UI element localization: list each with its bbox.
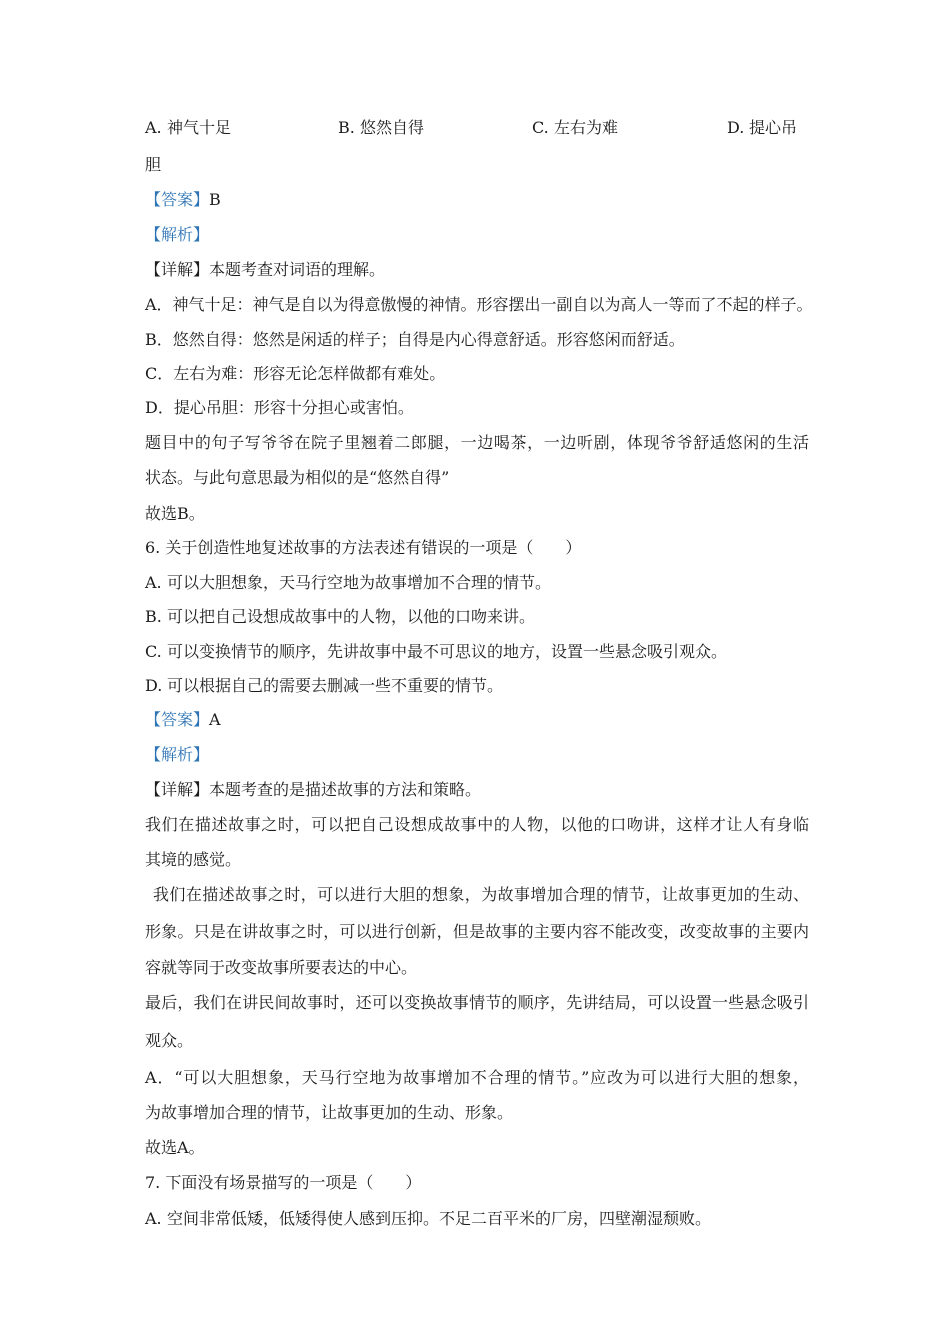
option-letter: C. <box>145 642 162 661</box>
option-text: 可以大胆想象，天马行空地为故事增加不合理的情节。 <box>167 573 552 592</box>
answer-label: 【答案】 <box>145 710 210 729</box>
q6-paragraph-line: 形象。只是在讲故事之时，可以进行创新，但是故事的主要内容不能改变，改变故事的主要内 <box>145 922 809 941</box>
option-letter: C. <box>532 118 549 137</box>
q6-paragraph-line: 为故事增加合理的情节，让故事更加的生动、形象。 <box>145 1103 514 1122</box>
option-text: 提心吊 <box>749 118 798 137</box>
q6-analysis <box>145 744 209 766</box>
option-text: 可以把自己设想成故事中的人物，以他的口吻来讲。 <box>167 607 536 626</box>
detail-text: 本题考查的是描述故事的方法和策略。 <box>209 780 482 799</box>
option-text: 悠然自得 <box>360 118 425 137</box>
q6-paragraph-line: 我们在描述故事之时，可以进行大胆的想象，为故事增加合理的情节，让故事更加的生动、 <box>153 885 809 904</box>
q6-paragraph-line: 观众。 <box>145 1031 194 1050</box>
option-letter: A. <box>145 573 162 592</box>
q5-detail <box>145 259 385 281</box>
detail-label: 【详解】 <box>145 780 210 799</box>
answer-value: A <box>209 710 221 729</box>
q5-option-d-wrap: 胆 <box>145 155 162 174</box>
q6-paragraph-line: 容就等同于改变故事所要表达的中心。 <box>145 958 418 977</box>
option-text: 可以变换情节的顺序，先讲故事中最不可思议的地方，设置一些悬念吸引观众。 <box>167 642 728 661</box>
q5-option-b <box>338 117 424 139</box>
q6-stem: 6. 关于创造性地复述故事的方法表述有错误的一项是（ ） <box>145 538 582 557</box>
q6-option-b <box>145 606 535 628</box>
q5-summary-line-1: 题目中的句子写爷爷在院子里翘着二郎腿，一边喝茶，一边听剧，体现爷爷舒适悠闲的生活 <box>145 433 809 452</box>
q5-option-a <box>145 117 231 139</box>
option-letter: B. <box>145 607 162 626</box>
q5-option-c <box>532 117 618 139</box>
option-letter: A. <box>145 118 162 137</box>
analysis-label: 【解析】 <box>145 225 210 244</box>
q6-conclusion: 故选A。 <box>145 1138 205 1157</box>
q5-explanation-c: C．左右为难：形容无论怎样做都有难处。 <box>145 364 446 383</box>
option-text: 左右为难 <box>554 118 619 137</box>
q6-detail <box>145 779 481 801</box>
q6-paragraph-line: 最后，我们在讲民间故事时，还可以变换故事情节的顺序，先讲结局，可以设置一些悬念吸引 <box>145 993 809 1012</box>
q5-explanation-d: D．提心吊胆：形容十分担心或害怕。 <box>145 398 414 417</box>
q5-explanation-a: A．神气十足：神气是自以为得意傲慢的神情。形容摆出一副自以为高人一等而了不起的样子。 <box>145 295 813 314</box>
q6-option-c <box>145 641 727 663</box>
q5-analysis <box>145 224 209 246</box>
option-letter: A. <box>145 1209 162 1228</box>
option-text: 可以根据自己的需要去删减一些不重要的情节。 <box>167 676 504 695</box>
q5-options-row <box>145 117 825 139</box>
q7-option-a <box>145 1208 711 1230</box>
q6-paragraph-line: A．“可以大胆想象，天马行空地为故事增加不合理的情节。”应改为可以进行大胆的想象， <box>145 1068 809 1087</box>
option-text: 空间非常低矮，低矮得使人感到压抑。不足二百平米的厂房，四壁潮湿颓败。 <box>167 1209 712 1228</box>
q7-stem: 7. 下面没有场景描写的一项是（ ） <box>145 1173 422 1192</box>
q5-answer <box>145 189 221 211</box>
q6-answer <box>145 709 221 731</box>
option-letter: B. <box>338 118 355 137</box>
q6-option-a <box>145 572 551 594</box>
option-letter: D. <box>727 118 745 137</box>
answer-value: B <box>209 190 221 209</box>
answer-label: 【答案】 <box>145 190 210 209</box>
option-letter: D. <box>145 676 163 695</box>
analysis-label: 【解析】 <box>145 745 210 764</box>
q5-conclusion: 故选B。 <box>145 504 205 523</box>
q5-summary-line-2: 状态。与此句意思最为相似的是“悠然自得” <box>145 468 450 487</box>
detail-text: 本题考查对词语的理解。 <box>209 260 386 279</box>
q6-paragraph-line: 我们在描述故事之时，可以把自己设想成故事中的人物，以他的口吻讲，这样才让人有身临 <box>145 815 809 834</box>
detail-label: 【详解】 <box>145 260 210 279</box>
q5-option-d <box>727 117 797 139</box>
q6-option-d <box>145 675 503 697</box>
q5-explanation-b: B．悠然自得：悠然是闲适的样子；自得是内心得意舒适。形容悠闲而舒适。 <box>145 330 685 349</box>
option-text: 神气十足 <box>167 118 232 137</box>
q6-paragraph-line: 其境的感觉。 <box>145 850 242 869</box>
